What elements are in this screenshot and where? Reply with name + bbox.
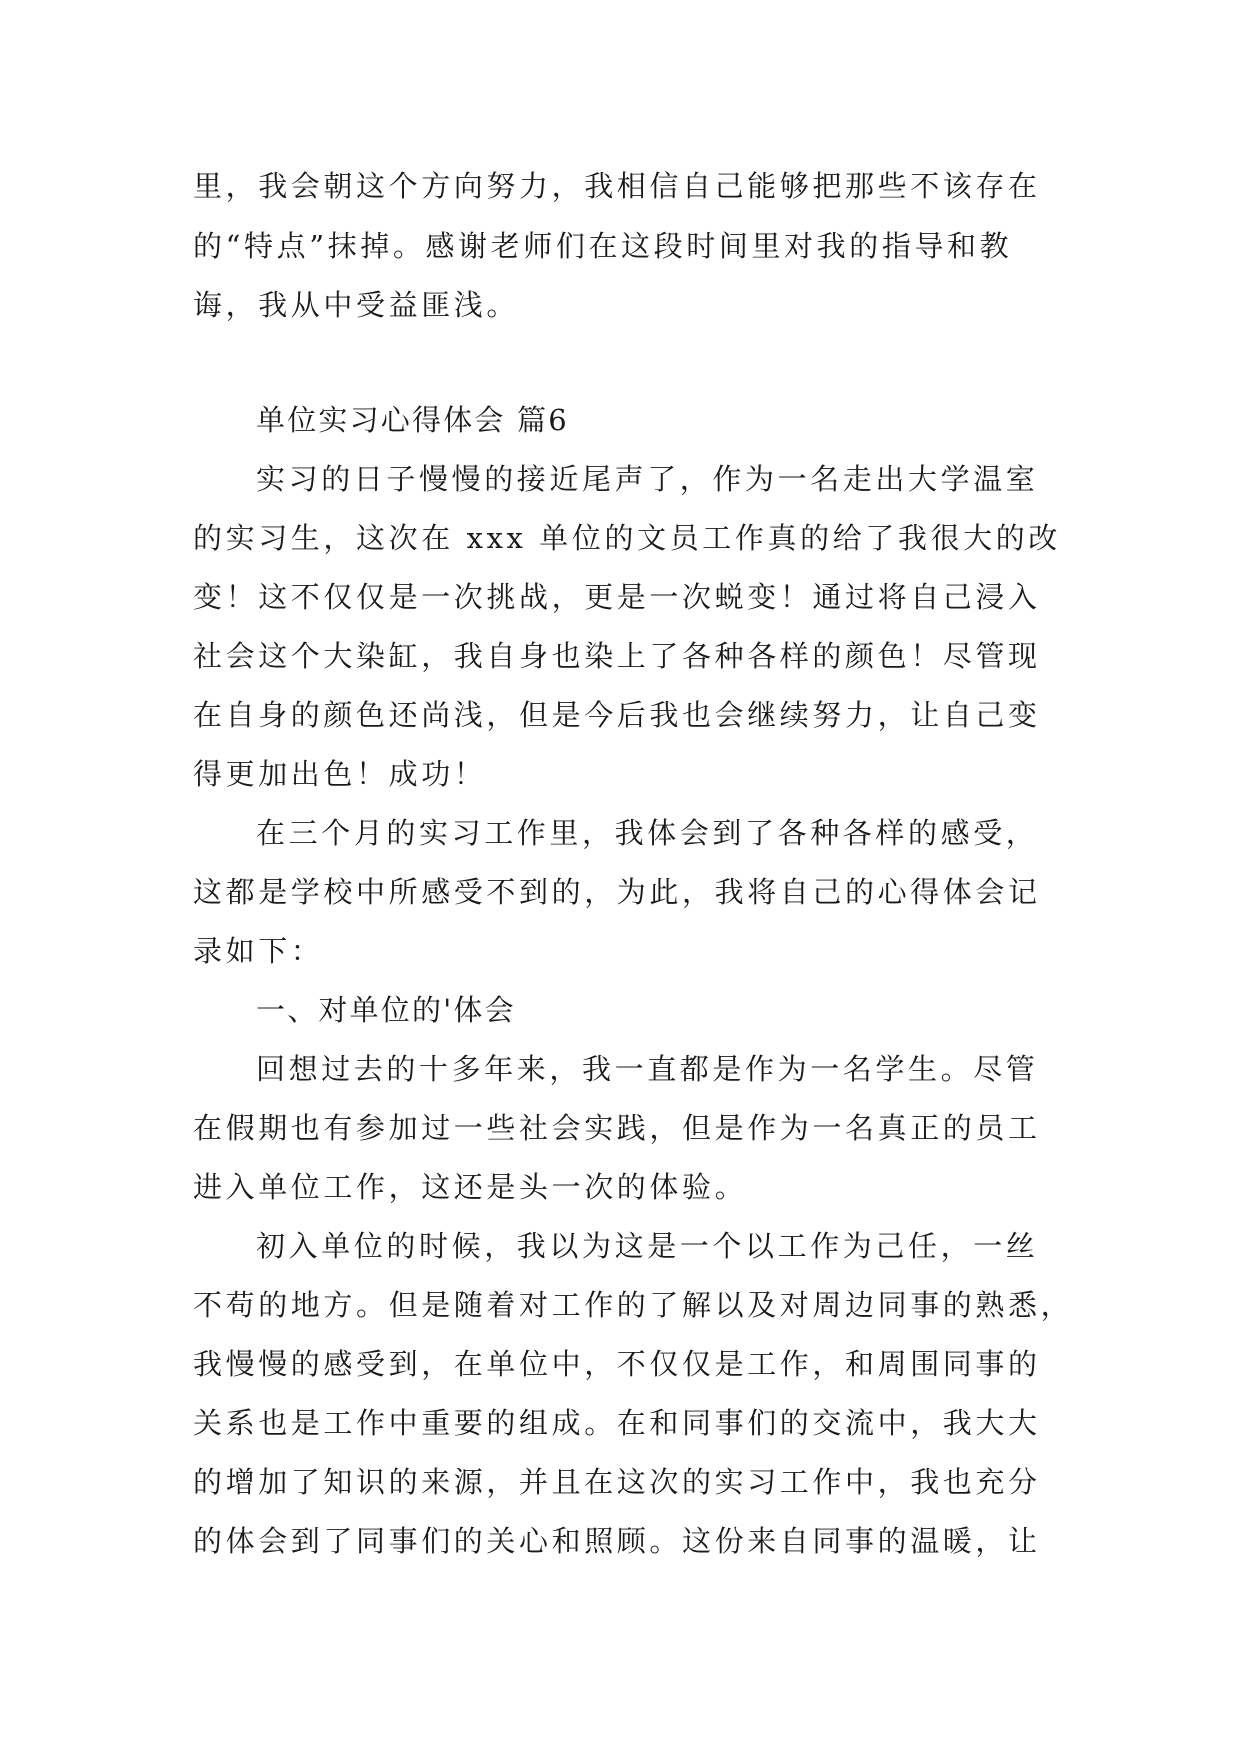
text-line: 初入单位的时候，我以为这是一个以工作为己任，一丝 [256,1229,1039,1263]
text-line: 进入单位工作，这还是头一次的体验。 [193,1170,748,1204]
text-line: 的体会到了同事们的关心和照顾。这份来自同事的温暖，让 [193,1524,1041,1558]
text-line: 的“特点”抹掉。感谢老师们在这段时间里对我的指导和教 [193,229,1013,263]
text-line: 回想过去的十多年来，我一直都是作为一名学生。尽管 [256,1052,1039,1086]
section-heading: 单位实习心得体会 篇6 [256,403,569,437]
text-line: 不苟的地方。但是随着对工作的了解以及对周边同事的熟悉， [193,1288,1074,1322]
text-line: 变！这不仅仅是一次挑战，更是一次蜕变！通过将自己浸入 [193,580,1041,614]
text-line: 在自身的颜色还尚浅，但是今后我也会继续努力，让自己变 [193,698,1041,732]
text-line: 得更加出色！成功！ [193,757,487,791]
text-line: 我慢慢的感受到，在单位中，不仅仅是工作，和周围同事的 [193,1347,1041,1381]
subsection-heading: 一、对单位的'体会 [256,993,516,1027]
text-line: 录如下： [193,934,324,968]
text-line: 在假期也有参加过一些社会实践，但是作为一名真正的员工 [193,1111,1041,1145]
text-line: 这都是学校中所感受不到的，为此，我将自己的心得体会记 [193,875,1041,909]
text-line: 里，我会朝这个方向努力，我相信自己能够把那些不该存在 [193,169,1041,203]
text-line: 在三个月的实习工作里，我体会到了各种各样的感受， [256,816,1039,850]
text-line: 社会这个大染缸，我自身也染上了各种各样的颜色！尽管现 [193,639,1041,673]
text-line: 的实习生，这次在 xxx 单位的文员工作真的给了我很大的改 [193,521,1061,555]
text-line: 实习的日子慢慢的接近尾声了，作为一名走出大学温室 [256,462,1039,496]
text-line: 的增加了知识的来源，并且在这次的实习工作中，我也充分 [193,1465,1041,1499]
text-line: 关系也是工作中重要的组成。在和同事们的交流中，我大大 [193,1406,1041,1440]
text-line: 诲，我从中受益匪浅。 [193,288,520,322]
